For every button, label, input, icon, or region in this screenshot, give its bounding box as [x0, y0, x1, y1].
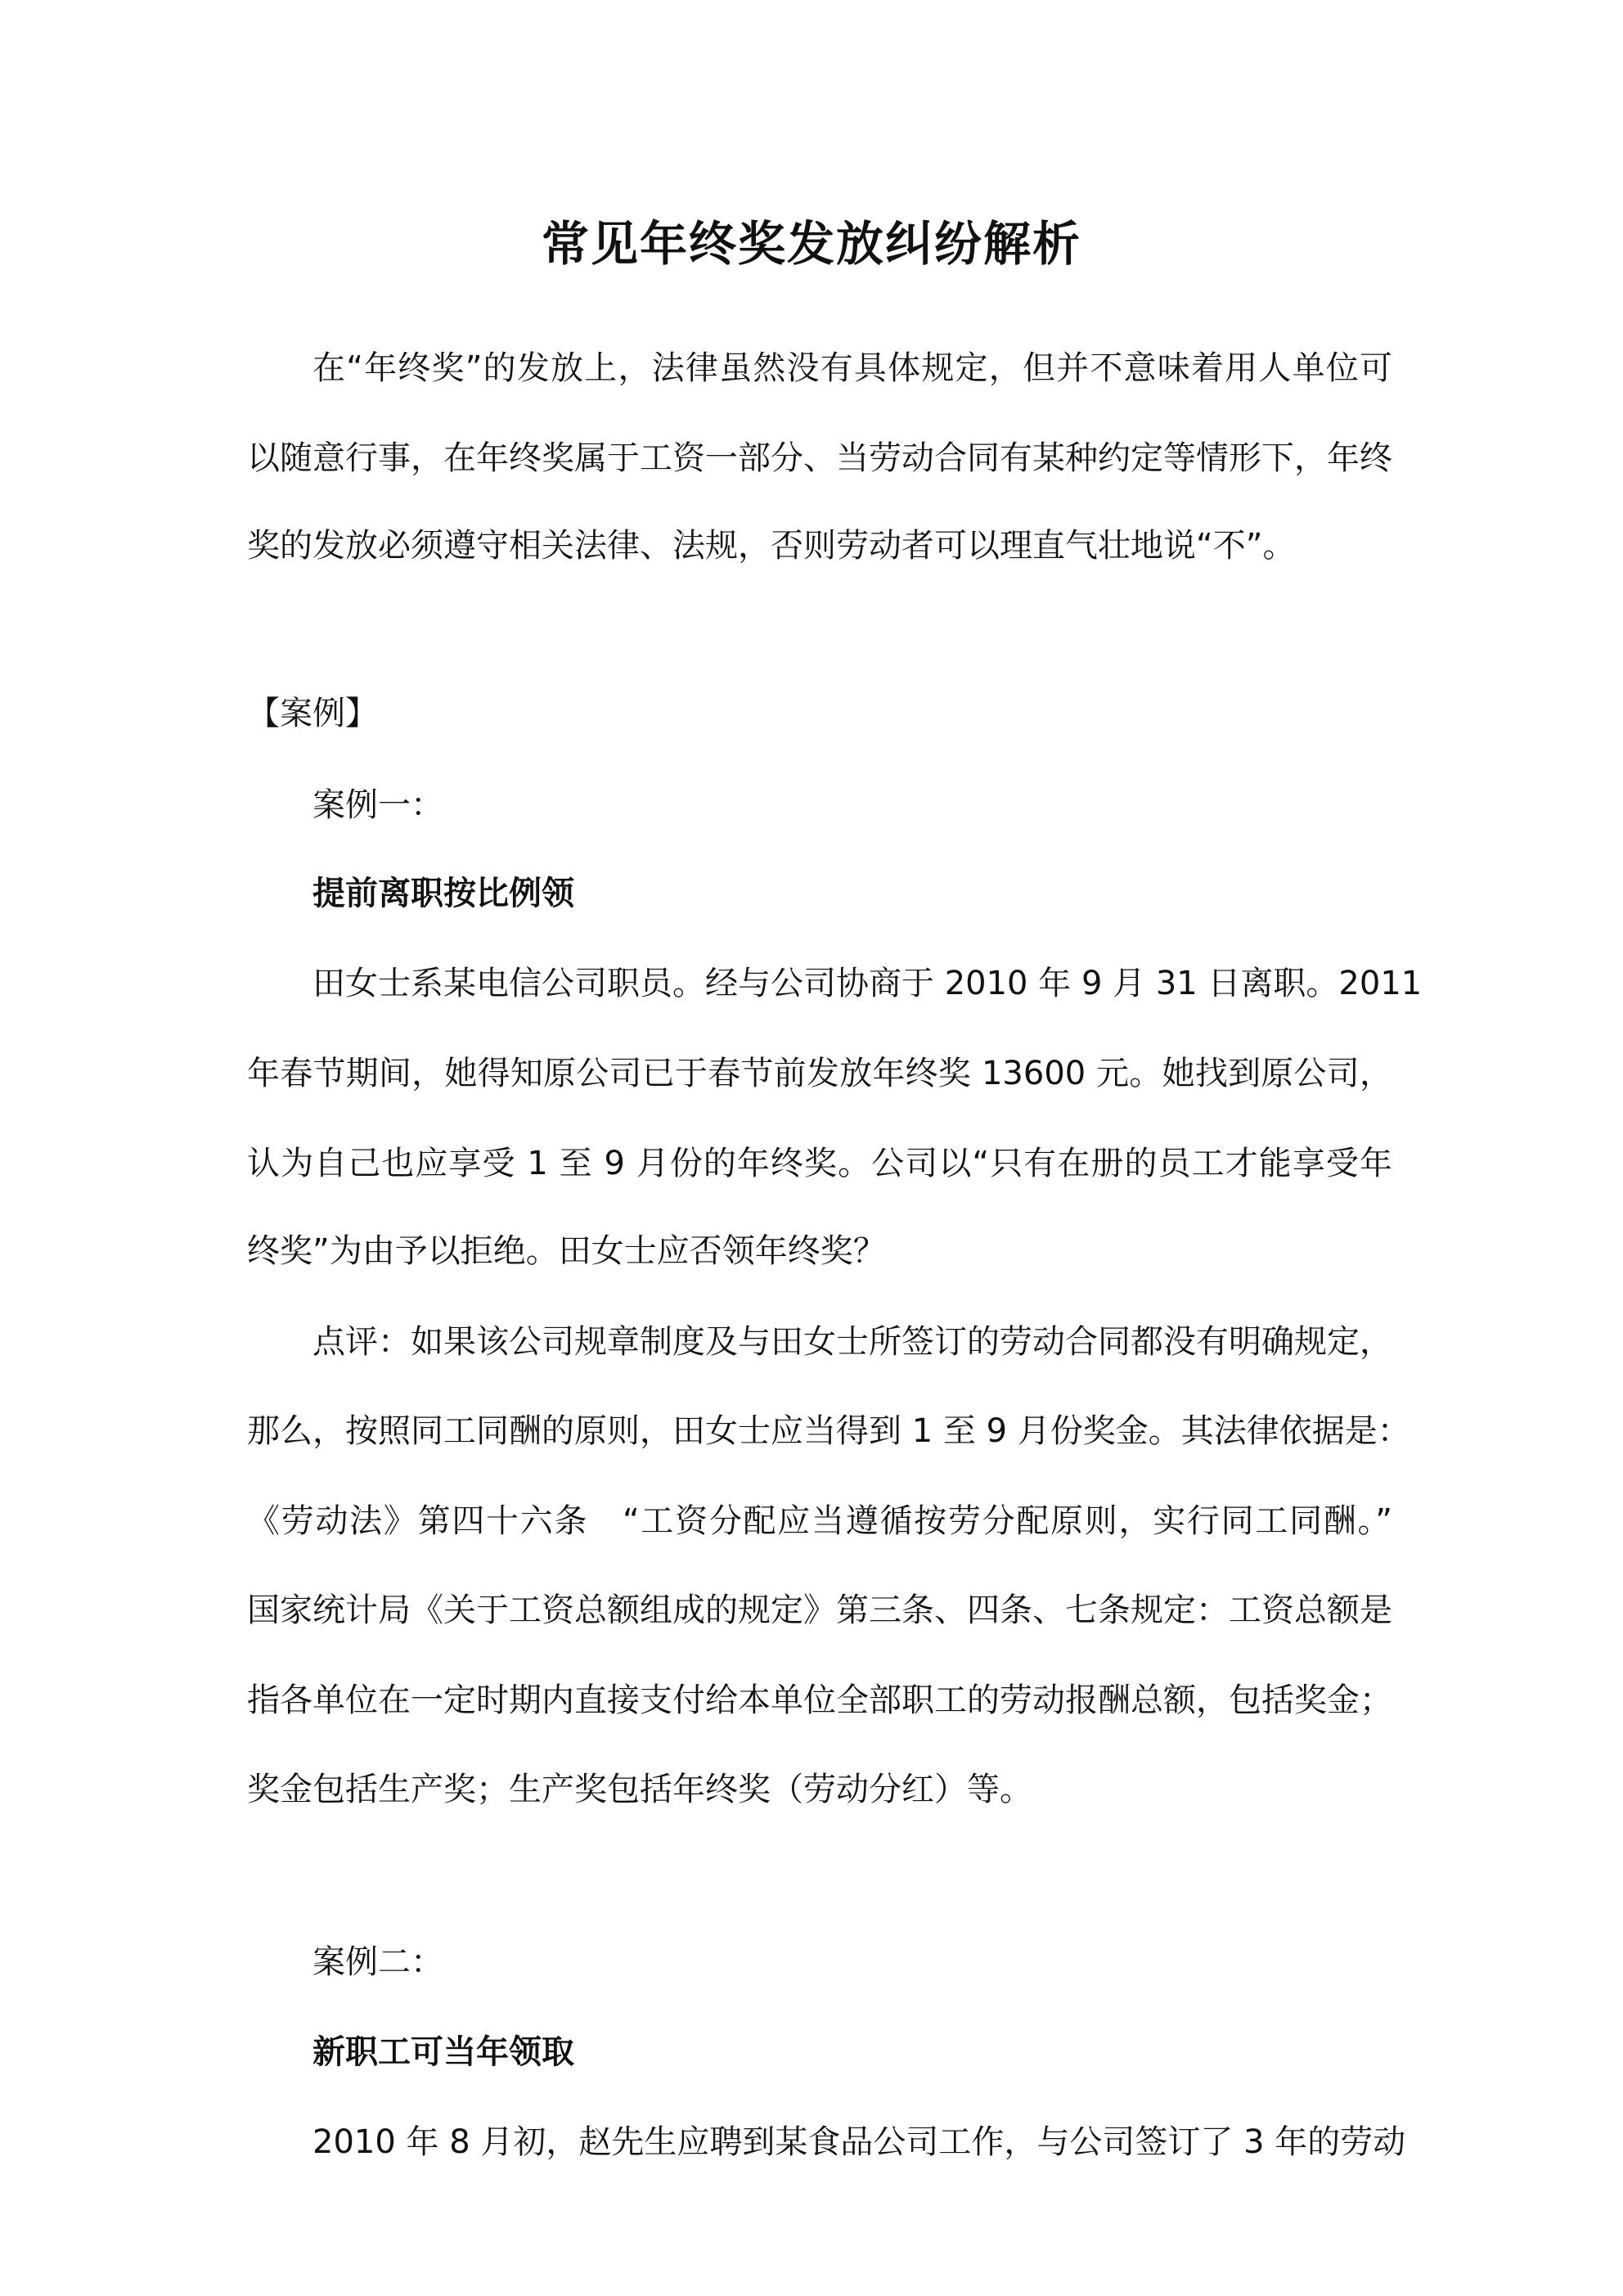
section-label: 【案例】 — [247, 695, 378, 732]
case1-facts-line: 认为自己也应享受 1 至 9 月份的年终奖。公司以“只有在册的员工才能享受年 — [247, 1145, 1392, 1182]
case1-comment-line: 点评：如果该公司规章制度及与田女士所签订的劳动合同都没有明确规定， — [312, 1323, 1392, 1361]
case1-comment-line: 那么，按照同工同酬的原则，田女士应当得到 1 至 9 月份奖金。其法律依据是： — [247, 1412, 1410, 1450]
case1-comment-line: 奖金包括生产奖；生产奖包括年终奖（劳动分红）等。 — [247, 1771, 1032, 1808]
case1-comment-line: 指各单位在一定时期内直接支付给本单位全部职工的劳动报酬总额，包括奖金； — [247, 1681, 1392, 1719]
case2-label: 案例二： — [312, 1943, 443, 1981]
case1-facts-line: 田女士系某电信公司职员。经与公司协商于 2010 年 9 月 31 日离职。2011 — [312, 965, 1423, 1002]
case1-comment-line: 国家统计局《关于工资总额组成的规定》第三条、四条、七条规定：工资总额是 — [247, 1591, 1392, 1629]
intro-line: 奖的发放必须遵守相关法律、法规，否则劳动者可以理直气壮地说“不”。 — [247, 527, 1296, 565]
intro-line: 在“年终奖”的发放上，法律虽然没有具体规定，但并不意味着用人单位可 — [312, 349, 1392, 387]
document-title: 常见年终奖发放纠纷解析 — [541, 216, 1081, 272]
case1-label: 案例一： — [312, 786, 443, 824]
intro-line: 以随意行事，在年终奖属于工资一部分、当劳动合同有某种约定等情形下，年终 — [247, 439, 1392, 477]
case2-heading: 新职工可当年领取 — [312, 2033, 574, 2071]
case1-heading: 提前离职按比例领 — [312, 875, 574, 912]
case1-facts-line: 年春节期间，她得知原公司已于春节前发放年终奖 13600 元。她找到原公司， — [247, 1055, 1392, 1092]
case1-comment-line: 《劳动法》第四十六条 “工资分配应当遵循按劳分配原则，实行同工同酬。” — [247, 1502, 1392, 1540]
case2-facts-line: 2010 年 8 月初，赵先生应聘到某食品公司工作，与公司签订了 3 年的劳动 — [312, 2123, 1406, 2161]
case1-facts-line: 终奖”为由予以拒绝。田女士应否领年终奖？ — [247, 1232, 886, 1270]
